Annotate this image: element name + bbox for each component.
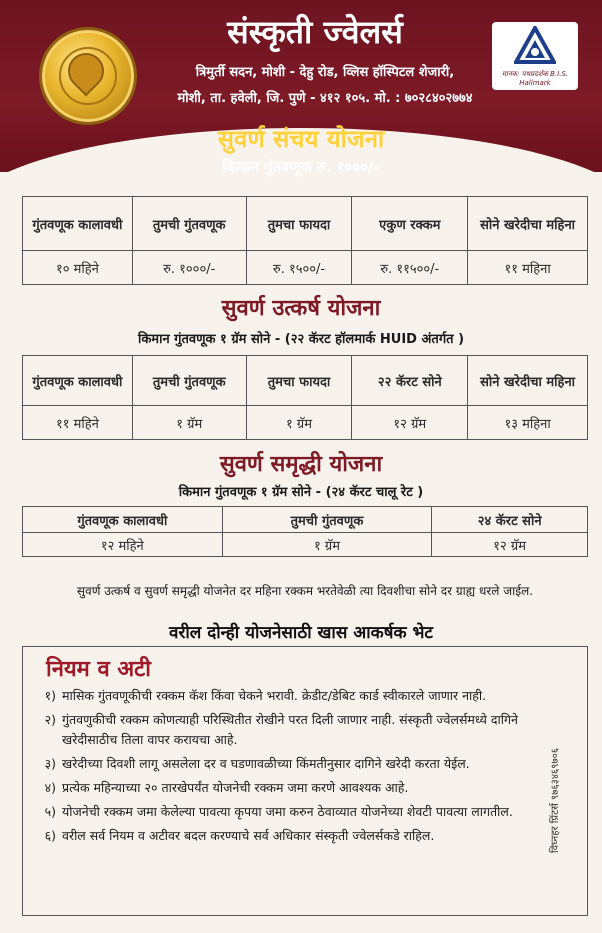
table-header: सोने खरेदीचा महिना (468, 356, 588, 406)
shop-address (140, 60, 510, 112)
table-cell: १ ग्रॅम (132, 406, 246, 440)
bis-hallmark-badge (492, 22, 578, 90)
table-header: गुंतवणूक कालावधी (23, 507, 223, 533)
bis-label: मानक: पथप्रदर्शक B.I.S. Hallmark (501, 70, 569, 87)
table-cell: १ ग्रॅम (222, 533, 432, 557)
term-text: गुंतवणुकीची रक्कम कोणत्याही परिस्थितीत रोखीने परत दिली जाणार नाही. संस्कृती ज्वेलर्समध्ये दागिने खरेदीसाठीच तिला वापर करायचा आहे. (62, 712, 518, 747)
gold-coin-logo (42, 30, 134, 122)
scheme2-min-investment: किमान गुंतवणूक १ ग्रॅम सोने - (२२ कॅरट हॉलमार्क HUID अंतर्गत ) (137, 332, 465, 347)
term-number: ४) (44, 780, 56, 795)
table-cell: १२ ग्रॅम (432, 533, 588, 557)
table-header: तुमची गुंतवणूक (132, 356, 246, 406)
term-number: २) (44, 712, 56, 727)
table-cell: १० महिने (23, 251, 133, 285)
table-header: तुमची गुंतवणूक (222, 507, 432, 533)
term-text: मासिक गुंतवणूकीची रक्कम कॅश किंवा चेकने भरावी. क्रेडीट/डेबिट कार्ड स्वीकारले जाणार नाही. (62, 688, 487, 703)
scheme3-table (22, 506, 588, 557)
table-header: तुमची गुंतवणूक (132, 197, 246, 251)
table-cell: १ ग्रॅम (246, 406, 352, 440)
list-item (30, 710, 540, 750)
scheme2-title: सुवर्ण उत्कर्ष योजना (221, 295, 381, 321)
terms-list (30, 686, 540, 850)
special-offer-heading: वरील दोन्ही योजनेसाठी खास आकर्षक भेट (169, 623, 433, 643)
address-line-1: त्रिमुर्ती सदन, मोशी - देहु रोड, व्लिस हॉस्पिटल शेजारी, (195, 65, 455, 80)
table-cell: रु. १०००/- (132, 251, 246, 285)
table-header: २४ कॅरट सोने (432, 507, 588, 533)
scheme1-title: सुवर्ण संचय योजना (217, 124, 385, 153)
scheme3-title: सुवर्ण समृद्धी योजना (219, 451, 383, 477)
table-cell: १२ महिने (23, 533, 223, 557)
list-item (30, 686, 540, 706)
term-text: खरेदीच्या दिवशी लागू असलेला दर व घडणावळीच्या किंमतीनुसार दागिने खरेदी करता येईल. (62, 756, 470, 771)
list-item (30, 826, 540, 846)
term-number: ५) (44, 804, 56, 819)
table-header: गुंतवणूक कालावधी (23, 356, 133, 406)
table-cell: रु. १५००/- (246, 251, 352, 285)
term-text: योजनेची रक्कम जमा केलेल्या पावत्या कृपया जमा करुन ठेवाव्यात योजनेच्या शेवटी पावत्या लागतील. (62, 804, 513, 819)
list-item (30, 778, 540, 798)
scheme1-min-investment: किमान गुंतवणूक रु. १०००/- (222, 158, 380, 176)
list-item (30, 802, 540, 822)
term-text: वरील सर्व नियम व अटीवर बदल करण्याचे सर्व अधिकार संस्कृती ज्वेलर्सकडे राहिल. (62, 828, 435, 843)
term-text: प्रत्येक महिन्याच्या २० तारखेपर्यंत योजनेची रक्कम जमा करणे आवश्यक आहे. (62, 780, 409, 795)
bis-triangle-icon (514, 26, 556, 64)
scheme2-table (22, 355, 588, 440)
terms-title: नियम व अटी (46, 656, 151, 682)
table-cell: १२ ग्रॅम (352, 406, 468, 440)
term-number: ६) (44, 828, 56, 843)
table-cell: १३ महिना (468, 406, 588, 440)
brand-name: संस्कृती ज्वेलर्स (227, 13, 403, 51)
term-number: १) (44, 688, 56, 703)
scheme1-table (22, 196, 588, 285)
list-item (30, 754, 540, 774)
gold-rate-note: सुवर्ण उत्कर्ष व सुवर्ण समृद्धी योजनेत दर महिना रक्कम भरतेवेळी त्या दिवशीचा सोने दर ग्राह्य धरले जाईल. (76, 584, 534, 598)
table-header: सोने खरेदीचा महिना (468, 197, 588, 251)
address-line-2: मोशी, ता. हवेली, जि. पुणे - ४१२ १०५. मो. : ७०२८४०२७७४ (177, 91, 473, 106)
printer-credit: विघ्नहर प्रिंटर्स ९७६३४६९७०६ (550, 747, 561, 853)
table-header: गुंतवणूक कालावधी (23, 197, 133, 251)
term-number: ३) (44, 756, 56, 771)
table-cell: रु. ११५००/- (352, 251, 468, 285)
table-cell: ११ महिने (23, 406, 133, 440)
scheme3-min-investment: किमान गुंतवणूक १ ग्रॅम सोने - (२४ कॅरट चालू रेट ) (178, 485, 424, 500)
table-header: २२ कॅरट सोने (352, 356, 468, 406)
table-cell: ११ महिना (468, 251, 588, 285)
table-header: तुमचा फायदा (246, 356, 352, 406)
table-header: तुमचा फायदा (246, 197, 352, 251)
table-header: एकुण रक्कम (352, 197, 468, 251)
